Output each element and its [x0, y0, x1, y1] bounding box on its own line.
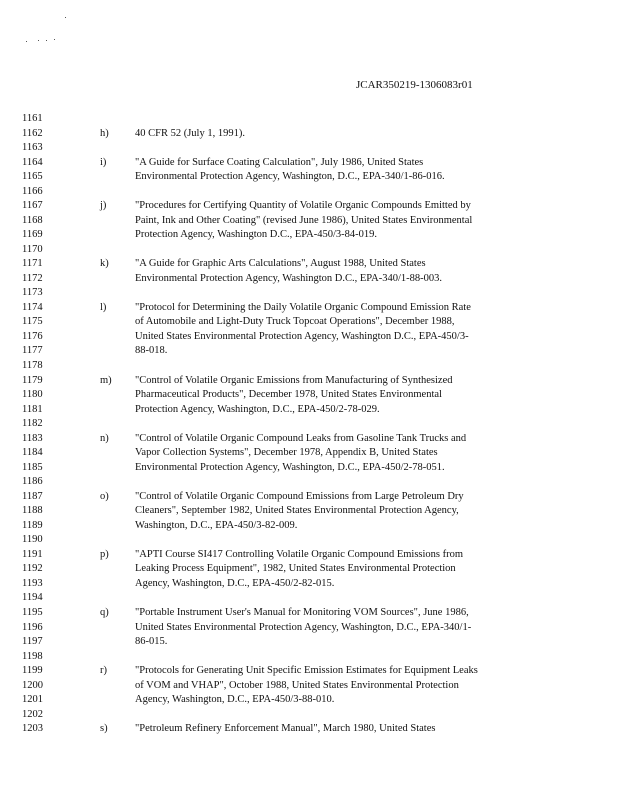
line-number: 1166 — [22, 185, 43, 197]
line-text: 86-015. — [135, 636, 168, 648]
document-line — [22, 490, 612, 505]
document-line — [22, 548, 612, 563]
document-line — [22, 257, 612, 272]
line-text: "Control of Volatile Organic Compound Emissions from Large Petroleum Dry — [135, 490, 464, 502]
line-number: 1162 — [22, 127, 43, 139]
line-text: "A Guide for Graphic Arts Calculations", August 1988, United States — [135, 258, 426, 270]
document-line — [22, 185, 612, 200]
line-number: 1183 — [22, 432, 43, 444]
line-text: 88-018. — [135, 345, 168, 357]
document-line — [22, 577, 612, 592]
document-line — [22, 286, 612, 301]
line-number: 1189 — [22, 519, 43, 531]
line-text: United States Environmental Protection Agency, Washington D.C., EPA-450/3- — [135, 330, 469, 342]
document-line — [22, 301, 612, 316]
line-number: 1170 — [22, 243, 43, 255]
line-number: 1163 — [22, 142, 43, 154]
line-number: 1198 — [22, 650, 43, 662]
item-label: p) — [100, 548, 109, 560]
line-text: Environmental Protection Agency, Washington, D.C., EPA-340/1-86-016. — [135, 171, 445, 183]
line-number: 1176 — [22, 330, 43, 342]
line-text: United States Environmental Protection Agency, Washington, D.C., EPA-340/1- — [135, 621, 472, 633]
item-label: s) — [100, 723, 108, 735]
line-number: 1168 — [22, 214, 43, 226]
document-line — [22, 650, 612, 665]
item-label: o) — [100, 490, 109, 502]
document-line — [22, 679, 612, 694]
line-number: 1192 — [22, 563, 43, 575]
document-line — [22, 461, 612, 476]
item-label: k) — [100, 258, 109, 270]
document-line — [22, 562, 612, 577]
line-number: 1179 — [22, 374, 43, 386]
document-line — [22, 112, 612, 127]
line-number: 1178 — [22, 360, 43, 371]
document-line — [22, 664, 612, 679]
document-line — [22, 591, 612, 606]
line-number: 1191 — [22, 548, 43, 560]
line-text: Agency, Washington, D.C., EPA-450/2-82-015. — [135, 577, 335, 589]
scan-artifacts — [18, 14, 58, 44]
line-text: "Protocols for Generating Unit Specific Emission Estimates for Equipment Leaks — [135, 665, 478, 677]
line-text: Vapor Collection Systems", December 1978, Appendix B, United States — [135, 447, 438, 459]
item-label: i) — [100, 156, 107, 168]
line-number: 1199 — [22, 665, 43, 677]
document-line — [22, 344, 612, 359]
line-text: "Portable Instrument User's Manual for Monitoring VOM Sources", June 1986, — [135, 607, 469, 619]
document-line — [22, 170, 612, 185]
document-line — [22, 403, 612, 418]
line-number: 1190 — [22, 534, 43, 546]
document-line — [22, 722, 612, 737]
document-line — [22, 374, 612, 389]
line-number: 1182 — [22, 418, 43, 430]
line-text: "Procedures for Certifying Quantity of Volatile Organic Compounds Emitted by — [135, 200, 471, 212]
line-number: 1195 — [22, 607, 43, 619]
document-line — [22, 388, 612, 403]
document-line — [22, 156, 612, 171]
line-text: Pharmaceutical Products", December 1978, United States Environmental — [135, 389, 442, 401]
line-number: 1184 — [22, 447, 43, 459]
line-text: of Automobile and Light-Duty Truck Topcoat Operations", December 1988, — [135, 316, 455, 328]
line-number: 1165 — [22, 171, 43, 183]
document-line — [22, 621, 612, 636]
document-line — [22, 504, 612, 519]
line-text: Paint, Ink and Other Coating" (revised June 1986), United States Environmental — [135, 214, 473, 226]
line-number: 1193 — [22, 577, 43, 589]
line-number: 1173 — [22, 287, 43, 299]
document-line — [22, 330, 612, 345]
line-number: 1187 — [22, 490, 43, 502]
document-line — [22, 315, 612, 330]
document-line — [22, 199, 612, 214]
document-line — [22, 417, 612, 432]
document-line — [22, 127, 612, 142]
line-number: 1167 — [22, 200, 43, 212]
line-number: 1172 — [22, 272, 43, 284]
line-number: 1177 — [22, 345, 43, 357]
line-text: Washington, D.C., EPA-450/3-82-009. — [135, 519, 298, 531]
line-number: 1197 — [22, 636, 43, 648]
line-text: Cleaners", September 1982, United States Environmental Protection Agency, — [135, 505, 459, 517]
line-text: "Protocol for Determining the Daily Volatile Organic Compound Emission Rate — [135, 301, 471, 313]
line-number: 1174 — [22, 301, 43, 313]
item-label: l) — [100, 301, 107, 313]
document-line — [22, 243, 612, 258]
line-text: "Petroleum Refinery Enforcement Manual", March 1980, United States — [135, 723, 436, 735]
line-number: 1186 — [22, 476, 43, 488]
line-number: 1171 — [22, 258, 43, 270]
line-number: 1180 — [22, 389, 43, 401]
document-line — [22, 635, 612, 650]
line-text: Leaking Process Equipment", 1982, United States Environmental Protection — [135, 563, 456, 575]
document-line — [22, 432, 612, 447]
document-line — [22, 693, 612, 708]
line-number: 1181 — [22, 403, 43, 415]
line-number: 1164 — [22, 156, 43, 168]
item-label: r) — [100, 665, 107, 677]
line-text: Agency, Washington, D.C., EPA-450/3-88-010. — [135, 694, 335, 706]
document-line — [22, 708, 612, 723]
line-number: 1200 — [22, 679, 43, 691]
line-text: Protection Agency, Washington, D.C., EPA-450/2-78-029. — [135, 403, 380, 415]
item-label: h) — [100, 127, 109, 139]
line-text: Protection Agency, Washington D.C., EPA-450/3-84-019. — [135, 229, 378, 241]
line-number: 1194 — [22, 592, 43, 604]
document-line — [22, 475, 612, 490]
line-number: 1202 — [22, 708, 43, 720]
document-id: JCAR350219-1306083r01 — [356, 79, 473, 91]
line-text: "A Guide for Surface Coating Calculation", July 1986, United States — [135, 156, 424, 168]
line-text: Environmental Protection Agency, Washington, D.C., EPA-450/2-78-051. — [135, 461, 445, 473]
line-text: "Control of Volatile Organic Emissions from Manufacturing of Synthesized — [135, 374, 453, 386]
line-number: 1161 — [22, 113, 43, 124]
line-number: 1188 — [22, 505, 43, 517]
item-label: n) — [100, 432, 109, 444]
line-text: "Control of Volatile Organic Compound Leaks from Gasoline Tank Trucks and — [135, 432, 467, 444]
line-number: 1169 — [22, 229, 43, 241]
line-number: 1185 — [22, 461, 43, 473]
item-label: q) — [100, 607, 109, 619]
item-label: m) — [100, 374, 112, 386]
line-number: 1175 — [22, 316, 43, 328]
document-line — [22, 214, 612, 229]
document-line — [22, 228, 612, 243]
document-line — [22, 272, 612, 287]
line-text: of VOM and VHAP", October 1988, United States Environmental Protection — [135, 679, 459, 691]
document-line — [22, 519, 612, 534]
document-line — [22, 359, 612, 374]
document-line — [22, 533, 612, 548]
item-label: j) — [100, 200, 107, 212]
document-line — [22, 606, 612, 621]
line-number: 1196 — [22, 621, 43, 633]
line-number: 1203 — [22, 723, 43, 735]
line-text: Environmental Protection Agency, Washington D.C., EPA-340/1-88-003. — [135, 272, 443, 284]
document-line — [22, 141, 612, 156]
document-line — [22, 446, 612, 461]
line-number: 1201 — [22, 694, 43, 706]
line-text: 40 CFR 52 (July 1, 1991). — [135, 127, 245, 139]
line-text: "APTI Course SI417 Controlling Volatile Organic Compound Emissions from — [135, 548, 464, 560]
